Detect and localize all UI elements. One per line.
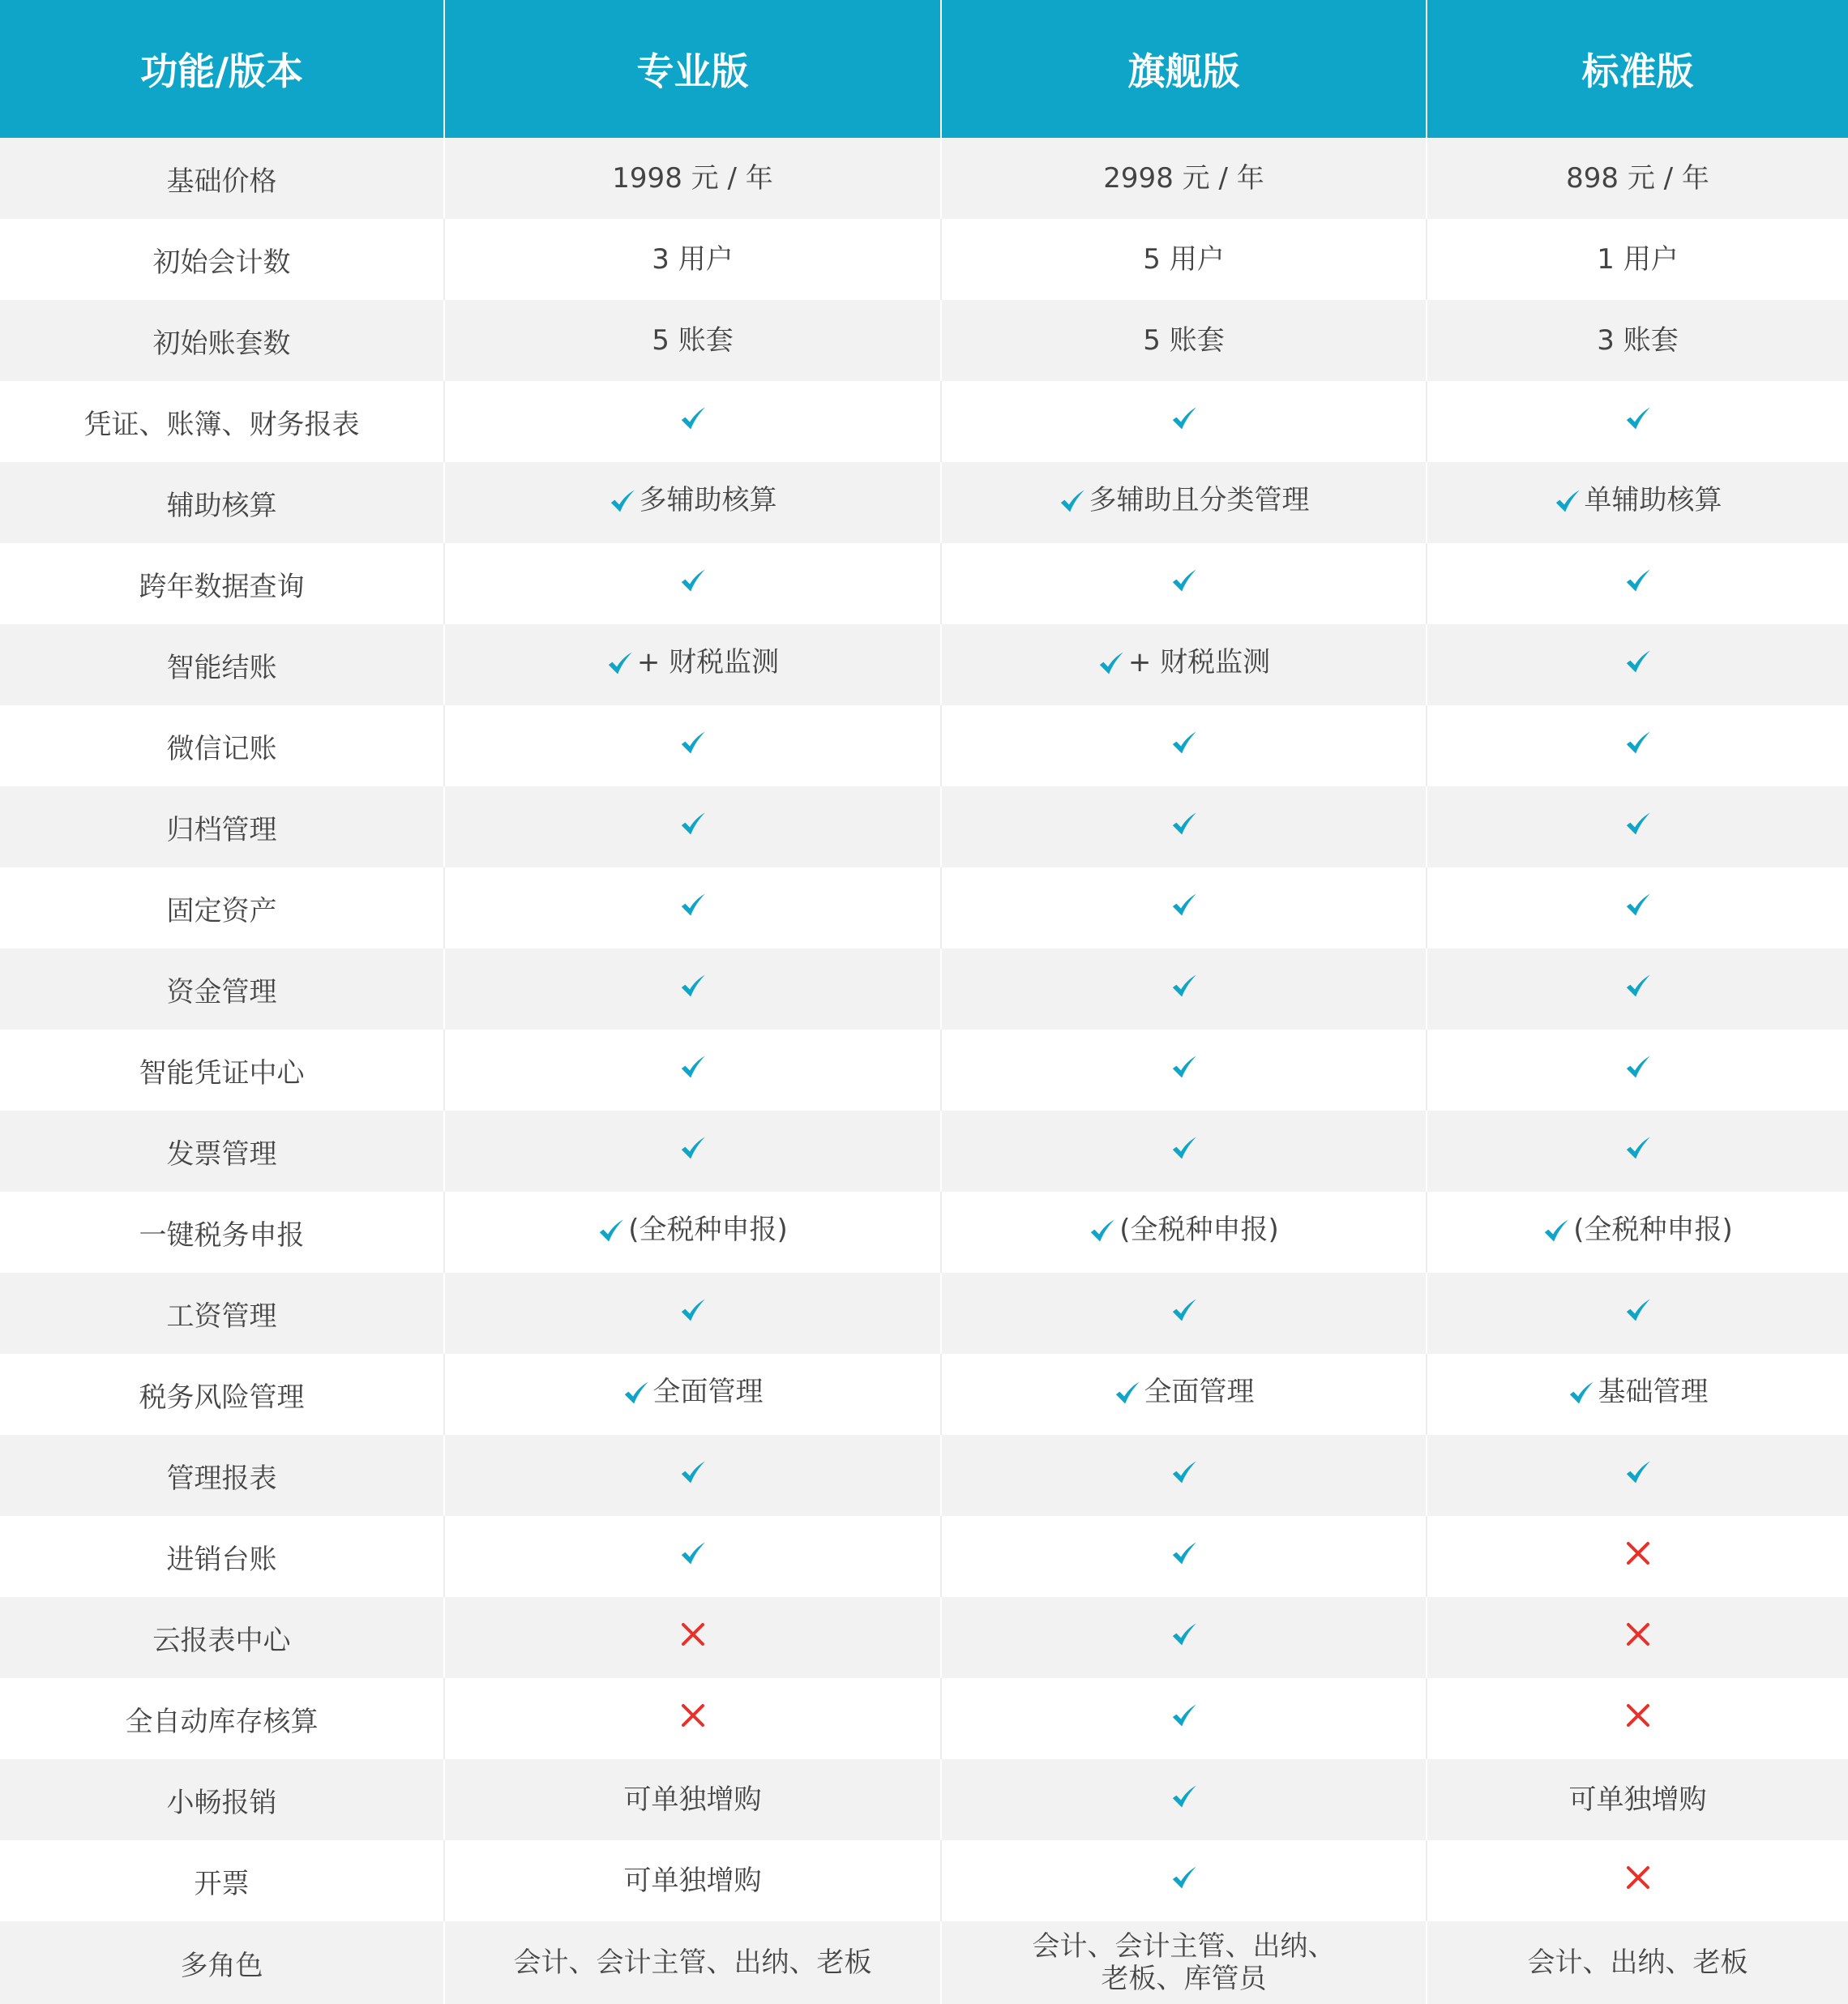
professional-cell (444, 138, 941, 219)
table-row (0, 1597, 1848, 1678)
check-icon (1542, 1217, 1570, 1244)
feature-label: 进销台账 (0, 1516, 444, 1597)
professional-cell (444, 786, 941, 867)
standard-cell (1427, 219, 1848, 300)
flagship-cell (941, 1516, 1427, 1597)
check-icon (1624, 1296, 1652, 1324)
cell-text: (全税种申报) (628, 1214, 788, 1247)
table-row (0, 1516, 1848, 1597)
check-icon (1114, 1379, 1141, 1407)
cell-content (1624, 567, 1652, 594)
standard-cell (1427, 462, 1848, 543)
feature-label: 初始账套数 (0, 300, 444, 381)
table-row (0, 1111, 1848, 1192)
cell-content (652, 323, 733, 358)
table-row (0, 786, 1848, 867)
table-row (0, 1678, 1848, 1759)
feature-label: 凭证、账簿、财务报表 (0, 381, 444, 462)
cell-content (679, 1296, 707, 1324)
cell-content (1624, 1134, 1652, 1162)
flagship-cell (941, 1030, 1427, 1111)
cell-content (1625, 1865, 1651, 1891)
cell-content (612, 161, 772, 196)
cell-content (652, 242, 733, 277)
feature-label: 跨年数据查询 (0, 543, 444, 624)
cell-content (1170, 1458, 1198, 1486)
table-row (0, 1759, 1848, 1840)
feature-label: 初始会计数 (0, 219, 444, 300)
check-icon (606, 649, 634, 677)
table-row (0, 705, 1848, 786)
cell-text: 3 账套 (1597, 323, 1679, 357)
cell-text: 单辅助核算 (1584, 484, 1722, 517)
feature-label: 微信记账 (0, 705, 444, 786)
check-icon (1170, 1053, 1198, 1081)
professional-cell (444, 1111, 941, 1192)
check-icon (1624, 972, 1652, 1000)
cell-content (1089, 1213, 1279, 1248)
check-icon (1554, 487, 1581, 515)
professional-cell (444, 219, 941, 300)
standard-cell (1427, 1516, 1848, 1597)
table-row (0, 543, 1848, 624)
check-icon (679, 1458, 707, 1486)
flagship-cell (941, 219, 1427, 300)
standard-cell (1427, 381, 1848, 462)
cell-text: 全面管理 (1144, 1376, 1255, 1409)
flagship-cell (941, 1678, 1427, 1759)
standard-cell (1427, 705, 1848, 786)
table-row (0, 1840, 1848, 1921)
check-icon (1568, 1379, 1595, 1407)
flagship-cell (941, 1354, 1427, 1435)
check-icon (679, 1134, 707, 1162)
standard-cell (1427, 1921, 1848, 2004)
professional-cell (444, 705, 941, 786)
standard-cell (1427, 1273, 1848, 1354)
cross-icon (1625, 1540, 1651, 1566)
standard-cell (1427, 1030, 1848, 1111)
cell-content (1568, 1375, 1709, 1410)
cell-content (609, 483, 777, 518)
cell-text: 会计、会计主管、出纳、老板 (513, 1946, 872, 1979)
table-row (0, 300, 1848, 381)
professional-cell (444, 1921, 941, 2004)
cell-text: 5 用户 (1143, 242, 1225, 276)
cell-content (1170, 729, 1198, 756)
check-icon (679, 405, 707, 432)
standard-cell (1427, 1597, 1848, 1678)
feature-label: 归档管理 (0, 786, 444, 867)
cell-content (1542, 1213, 1733, 1248)
cell-content (1597, 242, 1678, 277)
flagship-cell (941, 1597, 1427, 1678)
cell-content (624, 1783, 762, 1818)
table-row (0, 381, 1848, 462)
table-row (0, 624, 1848, 705)
flagship-cell (941, 1111, 1427, 1192)
check-icon (679, 1053, 707, 1081)
check-icon (679, 729, 707, 756)
cell-text: 898 元 / 年 (1566, 161, 1709, 195)
check-icon (1170, 810, 1198, 837)
cell-content (1625, 1540, 1651, 1566)
cell-content (679, 567, 707, 594)
professional-cell (444, 381, 941, 462)
cell-content (679, 1539, 707, 1567)
cell-content (1170, 972, 1198, 1000)
flagship-cell (941, 786, 1427, 867)
cell-content (679, 972, 707, 1000)
check-icon (679, 972, 707, 1000)
professional-cell (444, 543, 941, 624)
cell-content (1170, 567, 1198, 594)
check-icon (1170, 405, 1198, 432)
cell-content (1624, 648, 1652, 675)
cell-content (1097, 645, 1270, 680)
check-icon (597, 1217, 625, 1244)
standard-cell (1427, 1759, 1848, 1840)
cell-content (1624, 972, 1652, 1000)
standard-cell (1427, 300, 1848, 381)
cell-content (1528, 1946, 1748, 1980)
cell-text: 基础管理 (1598, 1376, 1709, 1409)
cell-content (514, 1946, 872, 1980)
cell-content (680, 1621, 706, 1647)
standard-cell (1427, 1354, 1848, 1435)
cell-content (1143, 242, 1224, 277)
cell-text: 可单独增购 (1568, 1783, 1707, 1816)
cell-content (1170, 1134, 1198, 1162)
flagship-cell (941, 1840, 1427, 1921)
table-row (0, 1921, 1848, 2004)
table-row (0, 1192, 1848, 1273)
professional-cell (444, 462, 941, 543)
cell-content (1566, 161, 1709, 196)
table-header (0, 0, 1848, 138)
professional-cell (444, 1516, 941, 1597)
cell-content (679, 1134, 707, 1162)
professional-cell (444, 1840, 941, 1921)
cell-text: 可单独增购 (623, 1864, 762, 1897)
feature-label: 辅助核算 (0, 462, 444, 543)
cell-content (1170, 1702, 1198, 1729)
table-row (0, 948, 1848, 1030)
professional-cell (444, 1354, 941, 1435)
flagship-cell (941, 867, 1427, 948)
flagship-cell (941, 462, 1427, 543)
standard-cell (1427, 786, 1848, 867)
cell-content (1103, 161, 1264, 196)
cell-text: 会计、出纳、老板 (1527, 1946, 1748, 1979)
flagship-cell (941, 1759, 1427, 1840)
cell-content (679, 1053, 707, 1081)
cell-content (1033, 1931, 1336, 1994)
cell-content (1059, 483, 1310, 518)
check-icon (1170, 891, 1198, 918)
flagship-cell (941, 1921, 1427, 2004)
cell-content (1624, 1053, 1652, 1081)
cell-text: + 财税监测 (1127, 646, 1271, 679)
cell-text: 可单独增购 (623, 1783, 762, 1816)
check-icon (622, 1379, 650, 1407)
professional-cell (444, 1759, 941, 1840)
cell-content (622, 1375, 764, 1410)
cross-icon (1625, 1702, 1651, 1728)
feature-label: 智能凭证中心 (0, 1030, 444, 1111)
flagship-cell (941, 705, 1427, 786)
feature-label: 云报表中心 (0, 1597, 444, 1678)
cell-content (1624, 810, 1652, 837)
feature-label: 工资管理 (0, 1273, 444, 1354)
flagship-cell (941, 1273, 1427, 1354)
cell-content (1170, 1783, 1198, 1810)
cell-content (1624, 1296, 1652, 1324)
cell-content (1170, 1621, 1198, 1648)
professional-cell (444, 1597, 941, 1678)
cell-content (624, 1864, 762, 1899)
cell-content (1597, 323, 1678, 358)
flagship-cell (941, 138, 1427, 219)
check-icon (1624, 1134, 1652, 1162)
cell-content (606, 645, 779, 680)
check-icon (1170, 1621, 1198, 1648)
check-icon (679, 810, 707, 837)
check-icon (1624, 405, 1652, 432)
professional-cell (444, 300, 941, 381)
check-icon (679, 1296, 707, 1324)
standard-cell (1427, 1192, 1848, 1273)
flagship-cell (941, 624, 1427, 705)
cell-content (1624, 729, 1652, 756)
professional-cell (444, 624, 941, 705)
flagship-cell (941, 1192, 1427, 1273)
standard-cell (1427, 948, 1848, 1030)
check-icon (679, 891, 707, 918)
flagship-cell (941, 543, 1427, 624)
check-icon (1170, 1539, 1198, 1567)
feature-label: 固定资产 (0, 867, 444, 948)
feature-label: 一键税务申报 (0, 1192, 444, 1273)
cell-text: 1998 元 / 年 (612, 161, 773, 195)
cell-content (679, 1458, 707, 1486)
table-row (0, 1030, 1848, 1111)
cell-content (679, 891, 707, 918)
check-icon (1624, 810, 1652, 837)
check-icon (1624, 891, 1652, 918)
feature-label: 小畅报销 (0, 1759, 444, 1840)
professional-cell (444, 867, 941, 948)
table-row (0, 1435, 1848, 1516)
cell-text: (全税种申报) (1119, 1214, 1279, 1247)
cross-icon (680, 1621, 706, 1647)
standard-cell (1427, 1111, 1848, 1192)
cell-text: 多辅助核算 (639, 484, 777, 517)
cell-content (679, 729, 707, 756)
header-standard: 标准版 (1427, 0, 1848, 138)
cell-content (1170, 1864, 1198, 1891)
table-row (0, 1354, 1848, 1435)
cell-content (1554, 483, 1722, 518)
feature-label: 基础价格 (0, 138, 444, 219)
cell-content (1170, 810, 1198, 837)
check-icon (1170, 1783, 1198, 1810)
cell-content (597, 1213, 788, 1248)
standard-cell (1427, 138, 1848, 219)
cell-content (679, 810, 707, 837)
professional-cell (444, 948, 941, 1030)
professional-cell (444, 1030, 941, 1111)
flagship-cell (941, 948, 1427, 1030)
feature-label: 全自动库存核算 (0, 1678, 444, 1759)
flagship-cell (941, 300, 1427, 381)
check-icon (609, 487, 636, 515)
check-icon (1089, 1217, 1116, 1244)
cell-text: 会计、会计主管、出纳、 老板、库管员 (1032, 1930, 1336, 1995)
cell-content (1624, 405, 1652, 432)
cell-content (1624, 1458, 1652, 1486)
flagship-cell (941, 381, 1427, 462)
feature-label: 开票 (0, 1840, 444, 1921)
standard-cell (1427, 1678, 1848, 1759)
check-icon (1624, 567, 1652, 594)
cell-content (1624, 891, 1652, 918)
check-icon (1170, 1702, 1198, 1729)
cell-content (679, 405, 707, 432)
flagship-cell (941, 1435, 1427, 1516)
standard-cell (1427, 543, 1848, 624)
header-feature-version: 功能/版本 (0, 0, 444, 138)
standard-cell (1427, 624, 1848, 705)
professional-cell (444, 1435, 941, 1516)
table-row (0, 867, 1848, 948)
feature-label: 智能结账 (0, 624, 444, 705)
check-icon (1170, 567, 1198, 594)
check-icon (1170, 1458, 1198, 1486)
professional-cell (444, 1273, 941, 1354)
cross-icon (1625, 1621, 1651, 1647)
header-flagship: 旗舰版 (941, 0, 1427, 138)
professional-cell (444, 1192, 941, 1273)
standard-cell (1427, 867, 1848, 948)
standard-cell (1427, 1840, 1848, 1921)
professional-cell (444, 1678, 941, 1759)
cell-text: 5 账套 (652, 323, 734, 357)
check-icon (1170, 1864, 1198, 1891)
feature-label: 发票管理 (0, 1111, 444, 1192)
check-icon (1170, 1296, 1198, 1324)
check-icon (679, 567, 707, 594)
table-body (0, 138, 1848, 2004)
check-icon (1170, 1134, 1198, 1162)
check-icon (1624, 648, 1652, 675)
check-icon (1624, 729, 1652, 756)
check-icon (1059, 487, 1086, 515)
cell-content (1170, 1296, 1198, 1324)
cell-content (1170, 891, 1198, 918)
cell-text: 全面管理 (652, 1376, 764, 1409)
check-icon (1097, 649, 1125, 677)
cell-text: (全税种申报) (1573, 1214, 1733, 1247)
cell-text: 2998 元 / 年 (1103, 161, 1264, 195)
cell-content (1625, 1702, 1651, 1728)
table-row (0, 219, 1848, 300)
cell-text: 3 用户 (652, 242, 734, 276)
feature-label: 资金管理 (0, 948, 444, 1030)
cell-content (680, 1702, 706, 1728)
cell-content (1569, 1783, 1707, 1818)
standard-cell (1427, 1435, 1848, 1516)
cell-text: 多辅助且分类管理 (1089, 484, 1310, 517)
cross-icon (1625, 1865, 1651, 1891)
feature-label: 管理报表 (0, 1435, 444, 1516)
cell-text: 1 用户 (1597, 242, 1679, 276)
check-icon (1624, 1053, 1652, 1081)
header-row (0, 0, 1848, 138)
cell-text: 5 账套 (1143, 323, 1225, 357)
cell-content (1170, 405, 1198, 432)
table-row (0, 1273, 1848, 1354)
cross-icon (680, 1702, 706, 1728)
cell-content (1170, 1053, 1198, 1081)
cell-content (1625, 1621, 1651, 1647)
cell-content (1170, 1539, 1198, 1567)
feature-label: 多角色 (0, 1921, 444, 2004)
check-icon (679, 1539, 707, 1567)
feature-label: 税务风险管理 (0, 1354, 444, 1435)
check-icon (1624, 1458, 1652, 1486)
cell-content (1114, 1375, 1255, 1410)
check-icon (1170, 972, 1198, 1000)
table-row (0, 462, 1848, 543)
check-icon (1170, 729, 1198, 756)
cell-content (1143, 323, 1224, 358)
cell-text: + 财税监测 (636, 646, 780, 679)
table-row (0, 138, 1848, 219)
header-professional: 专业版 (444, 0, 941, 138)
